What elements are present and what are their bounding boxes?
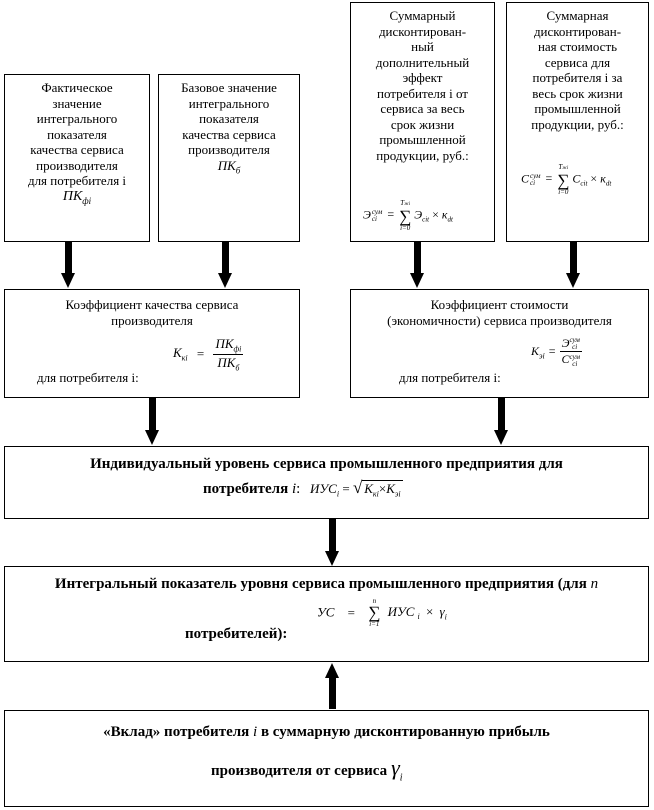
integral-service-level-title: Интегральный показатель уровня сервиса промышленного предприятия (для n [54,576,599,592]
text-line: показателя [199,111,259,126]
text-line: сервиса для [544,54,611,70]
consumer-contribution-title: «Вклад» потребителя i в суммарную дисконтированную прибыль [103,724,550,740]
text-line: интегрального [36,111,118,126]
arrow-down [64,242,73,288]
individual-service-level-formula-line: потребителя i: $ИУС_i$ = √ $К_{кi}\times К_{эi}$ [203,478,401,499]
text-line: Суммарная [546,8,609,23]
quality-coefficient-title [5,290,299,328]
integral-service-level-formula: УС = n ∑ i=1 ИУС $_i \times \gamma_i$ [317,597,447,628]
sum-operator: Tжi ∑ i=0 [557,163,570,196]
integral-service-level-box [4,566,649,662]
arrow-down [328,519,337,566]
quality-coefficient-formula: $К_{кi}$ = $\frac{ПК_{фi}}{ПК_б}$ [173,336,242,373]
arrow-down [148,398,157,445]
arrow-down [413,242,422,288]
sum-operator: Tжi ∑ i=0 [399,199,412,232]
base-quality-symbol: $ПК_б$ [217,157,241,176]
cost-formula: С сум сi = Tжi ∑ i=0 $С_{сit} \times к_{dt}$ [521,163,612,196]
text-line: значение [52,95,102,111]
text-line: ная стоимость [537,39,618,54]
individual-service-level-box [4,446,649,519]
consumer-contribution-box [4,710,649,807]
effect-formula: Э сум сi = Tжi ∑ i=0 $Э_{сit} \times к_{dt}$ [363,199,453,232]
text-line: потребителя i за [532,70,623,85]
text-line: для потребителя i [27,173,127,188]
arrow-down [569,242,578,288]
text-line: качества сервиса [182,126,276,142]
service-cost-box [506,2,649,242]
text-line: потребителя i от [376,85,468,101]
quality-coefficient-box [4,289,300,398]
text-line: дисконтирован- [378,23,467,39]
sum-operator: n ∑ i=1 [368,597,381,628]
text-line: Коэффициент стоимости [430,297,569,312]
base-quality-box [158,74,300,242]
text-line: дополнительный [375,54,470,70]
text-line: для потребителя i: [37,370,139,385]
actual-quality-box [4,74,150,242]
cost-coefficient-formula: $К_{эi}$ = Э сум сi С сум сi [531,336,580,368]
integral-service-level-subtitle: потребителей): [185,626,288,642]
consumer-effect-text [351,3,494,163]
text-line: Фактическое [41,80,113,95]
text-line: весь срок жизни [532,85,623,101]
text-line: интегрального [188,95,270,111]
arrow-up [328,663,337,709]
text-line: эффект [402,70,443,85]
text-line: продукции, руб.: [376,147,469,163]
text-line: для потребителя i: [399,370,501,385]
base-quality-text [159,75,299,179]
text-line: производителя [111,312,193,328]
text-line: производителя [36,157,118,173]
actual-quality-text [5,75,149,209]
text-line: Суммарный [389,8,456,23]
text-line: промышленной [379,132,466,147]
text-line: промышленной [534,101,621,116]
actual-quality-symbol: $ПК_{фi}$ [62,188,92,206]
text-line: показателя [47,126,107,142]
text-line: продукции, руб.: [531,116,624,132]
text-line: сервиса за весь [380,101,465,116]
text-line: дисконтирован- [533,23,622,39]
text-line: ный [411,39,434,54]
arrow-down [221,242,230,288]
text-line: срок жизни [390,116,455,132]
text-line: Базовое значение [181,80,277,95]
arrow-down [497,398,506,445]
service-cost-text [507,3,648,132]
cost-coefficient-title [351,290,648,328]
text-line: Коэффициент качества сервиса [65,297,239,312]
text-line: производителя [188,142,270,157]
text-line: качества сервиса [30,142,124,157]
cost-coefficient-box [350,289,649,398]
consumer-effect-box [350,2,495,242]
individual-service-level-title: Индивидуальный уровень сервиса промышленного предприятия для [90,456,563,472]
consumer-contribution-subtitle: производителя от сервиса $\gamma_i$ [211,755,403,784]
text-line: (экономичности) сервиса производителя [387,312,612,328]
